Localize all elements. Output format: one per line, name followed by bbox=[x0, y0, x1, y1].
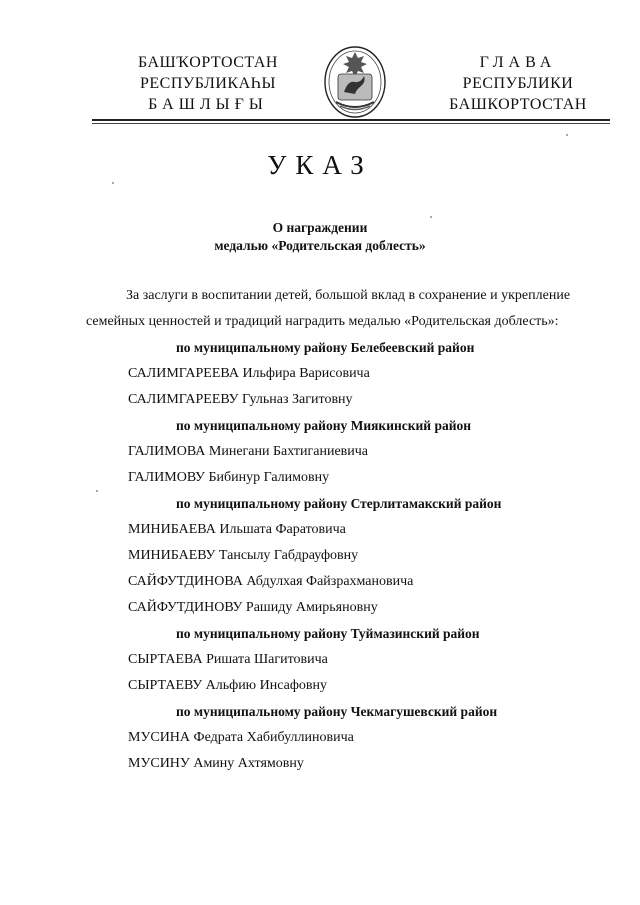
awardee-name: МИНИБАЕВА Ильшата Фаратовича bbox=[128, 522, 346, 537]
header-divider-thin bbox=[92, 123, 610, 124]
scan-speck bbox=[112, 182, 114, 184]
bashkortostan-coat-of-arms-icon bbox=[322, 44, 388, 120]
intro-line-1: За заслуги в воспитании детей, большой вклад в сохранение и укрепление bbox=[126, 288, 571, 303]
awardee-name: МИНИБАЕВУ Тансылу Габдрауфовну bbox=[128, 548, 359, 563]
awardee-name: САЙФУТДИНОВА Абдулхая Файзрахмановича bbox=[128, 574, 414, 589]
district-heading: по муниципальному району Миякинский район bbox=[176, 418, 472, 433]
header-right-line-2: РЕСПУБЛИКИ bbox=[462, 75, 574, 92]
scan-speck bbox=[566, 134, 568, 136]
awardee-name: САЛИМГАРЕЕВА Ильфира Варисовича bbox=[128, 366, 370, 381]
subject-line-2: медалью «Родительская доблесть» bbox=[214, 238, 426, 253]
district-heading: по муниципальному району Чекмагушевский район bbox=[176, 704, 498, 719]
awardee-name: МУСИНА Федрата Хабибуллиновича bbox=[128, 730, 354, 745]
header-divider-thick bbox=[92, 119, 610, 121]
awardee-name: САЙФУТДИНОВУ Рашиду Амирьяновну bbox=[128, 600, 378, 615]
scan-speck bbox=[430, 216, 432, 218]
intro-line-2: семейных ценностей и традиций наградить медалью «Родительская доблесть»: bbox=[86, 314, 559, 329]
awardee-name: МУСИНУ Амину Ахтямовну bbox=[128, 756, 304, 771]
header-left-line-1: БАШҠОРТОСТАН bbox=[138, 54, 278, 71]
header-left-line-3: БАШЛЫҒЫ bbox=[148, 96, 268, 113]
header-left-line-2: РЕСПУБЛИКАҺЫ bbox=[140, 75, 276, 92]
awardee-name: СЫРТАЕВА Ришата Шагитовича bbox=[128, 652, 328, 667]
awardee-name: САЛИМГАРЕЕВУ Гульназ Загитовну bbox=[128, 392, 353, 407]
scan-speck bbox=[96, 490, 98, 492]
document-title: УКАЗ bbox=[267, 150, 373, 180]
district-heading: по муниципальному району Туймазинский район bbox=[176, 626, 480, 641]
district-heading: по муниципальному району Белебеевский район bbox=[176, 340, 475, 355]
subject-line-1: О награждении bbox=[272, 220, 368, 235]
district-heading: по муниципальному району Стерлитамакский район bbox=[176, 496, 502, 511]
awardee-name: СЫРТАЕВУ Альфию Инсафовну bbox=[128, 678, 328, 693]
header-right-russian bbox=[418, 52, 618, 115]
awardee-name: ГАЛИМОВУ Бибинур Галимовну bbox=[128, 470, 330, 485]
awardee-name: ГАЛИМОВА Минегани Бахтиганиевича bbox=[128, 444, 369, 459]
header-right-line-3: БАШКОРТОСТАН bbox=[449, 96, 587, 113]
header-right-line-1: ГЛАВА bbox=[479, 54, 557, 71]
header-left-bashkir bbox=[118, 52, 298, 115]
